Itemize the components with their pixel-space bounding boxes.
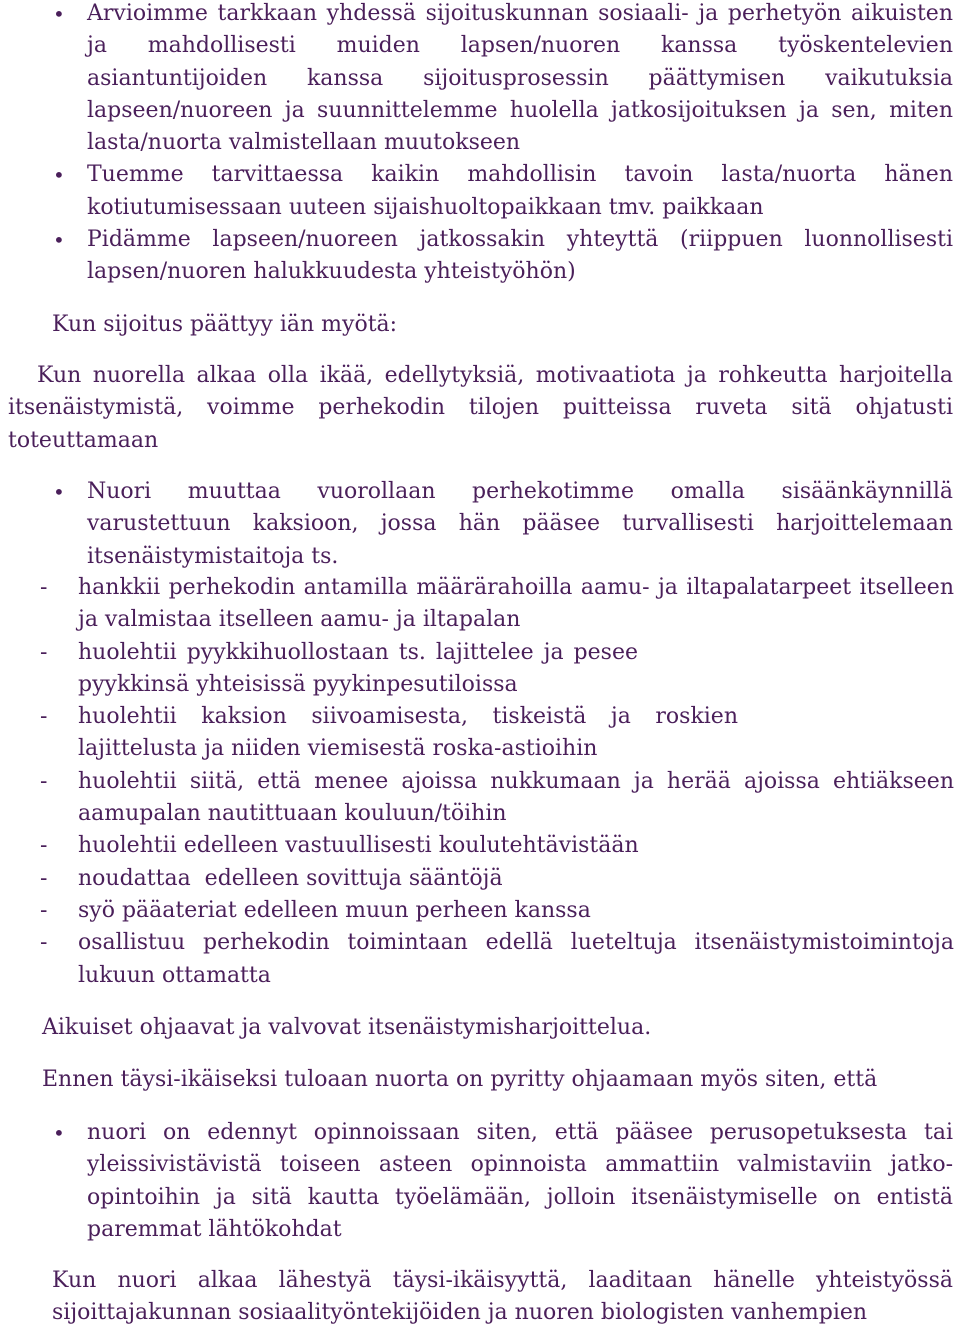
paragraph-last: Kun nuori alkaa lähestyä täysi-ikäisyyttä, laaditaan hänelle yhteistyössä sijoittajakunnan sosiaalityöntekijöiden ja nuoren biologisten vanhempien bbox=[52, 1268, 953, 1326]
dash-marker: - bbox=[40, 768, 48, 794]
dash-marker: - bbox=[40, 575, 48, 600]
list-item bbox=[40, 766, 954, 831]
list-item-text: hankkii perhekodin antamilla määrärahoilla aamu- ja iltapalatarpeet itselleen ja valmistaa itselleen aamu- ja iltapalan bbox=[78, 575, 954, 633]
paragraph-age: Kun nuorella alkaa olla ikää, edellytyksiä, motivaatiota ja rohkeutta harjoitella itsenäistymistä, voimme perhekodin tilojen puitteissa ruveta sitä ohjatusti toteuttamaan bbox=[8, 363, 953, 453]
list-item-text: syö pääateriat edelleen muun perheen kanssa bbox=[78, 897, 591, 923]
bullet-icon: • bbox=[53, 2, 65, 26]
dash-marker: - bbox=[40, 865, 48, 891]
bullet-icon: • bbox=[53, 228, 65, 253]
list-item bbox=[40, 701, 738, 766]
list-item bbox=[40, 637, 638, 702]
bullet-icon: • bbox=[53, 163, 65, 188]
list-item bbox=[40, 927, 954, 992]
list-item-text: huolehtii kaksion siivoamisesta, tiskeistä ja roskien lajittelusta ja niiden viemisestä roska-astioihin bbox=[78, 704, 738, 762]
list-item bbox=[40, 895, 954, 927]
list-item bbox=[40, 572, 954, 637]
list-item bbox=[53, 159, 953, 224]
list-item-text: osallistuu perhekodin toimintaan edellä lueteltuja itsenäistymistoimintoja lukuun ottamatta bbox=[78, 930, 954, 988]
bullet-list-mid bbox=[53, 476, 953, 573]
dash-marker: - bbox=[40, 639, 48, 665]
section-heading-age: Kun sijoitus päättyy iän myötä: bbox=[52, 312, 398, 337]
list-item-text: Tuemme tarvittaessa kaikin mahdollisin tavoin lasta/nuorta hänen kotiutumisessaan uuteen sijaishuoltopaikkaan tmv. paikkaan bbox=[87, 162, 953, 220]
bullet-list-bottom bbox=[53, 1117, 953, 1246]
list-item-text: huolehtii pyykkihuollostaan ts. lajittelee ja pesee pyykkinsä yhteisissä pyykinpesutiloissa bbox=[78, 639, 638, 697]
dash-list bbox=[40, 572, 954, 992]
list-item bbox=[53, 0, 953, 159]
note-supervision: Aikuiset ohjaavat ja valvovat itsenäistymisharjoittelua. bbox=[42, 1015, 652, 1040]
list-item bbox=[40, 863, 954, 895]
list-item-text: huolehtii siitä, että menee ajoissa nukkumaan ja herää ajoissa ehtiäkseen aamupalan nautittuaan kouluun/töihin bbox=[78, 768, 954, 827]
dash-marker: - bbox=[40, 930, 48, 956]
bullet-icon: • bbox=[53, 480, 65, 504]
dash-marker: - bbox=[40, 704, 48, 730]
note-before-adulthood: Ennen täysi-ikäiseksi tuloaan nuorta on pyritty ohjaamaan myös siten, että bbox=[42, 1067, 878, 1092]
list-item-text: Pidämme lapseen/nuoreen jatkossakin yhteyttä (riippuen luonnollisesti lapsen/nuoren halukkuudesta yhteistyöhön) bbox=[87, 227, 953, 285]
list-item-text: huolehtii edelleen vastuullisesti koulutehtävistään bbox=[78, 833, 639, 859]
list-item-text: Nuori muuttaa vuorollaan perhekotimme omalla sisäänkäynnillä varustettuun kaksioon, jossa hän pääsee turvallisesti harjoittelemaan itsenäistymistaitoja ts. bbox=[87, 479, 953, 569]
bullet-list-top bbox=[53, 0, 953, 289]
list-item-text: nuori on edennyt opinnoissaan siten, että pääsee perusopetuksesta tai yleissivistävistä toiseen asteen opinnoista ammattiin valmistaviin jatko-opintoihin ja sitä kautta työelämään, jolloin itsenäistymiselle on entistä paremmat lähtökohdat bbox=[87, 1120, 953, 1242]
list-item bbox=[53, 224, 953, 289]
dash-marker: - bbox=[40, 833, 48, 859]
bullet-icon: • bbox=[53, 1121, 65, 1145]
dash-marker: - bbox=[40, 897, 48, 923]
list-item bbox=[40, 830, 954, 862]
list-item bbox=[53, 476, 953, 573]
list-item bbox=[53, 1117, 953, 1246]
list-item-text: noudattaa edelleen sovittuja sääntöjä bbox=[78, 865, 503, 891]
list-item-text: Arvioimme tarkkaan yhdessä sijoituskunnan sosiaali- ja perhetyön aikuisten ja mahdollisesti muiden lapsen/nuoren kanssa työskentelevien asiantuntijoiden kanssa sijoitusprosessin päättymisen vaikutuksia lapseen/nuoreen ja suunnittelemme huolella jatkosijoituksen ja sen, miten lasta/nuorta valmistellaan muutokseen bbox=[87, 1, 953, 156]
